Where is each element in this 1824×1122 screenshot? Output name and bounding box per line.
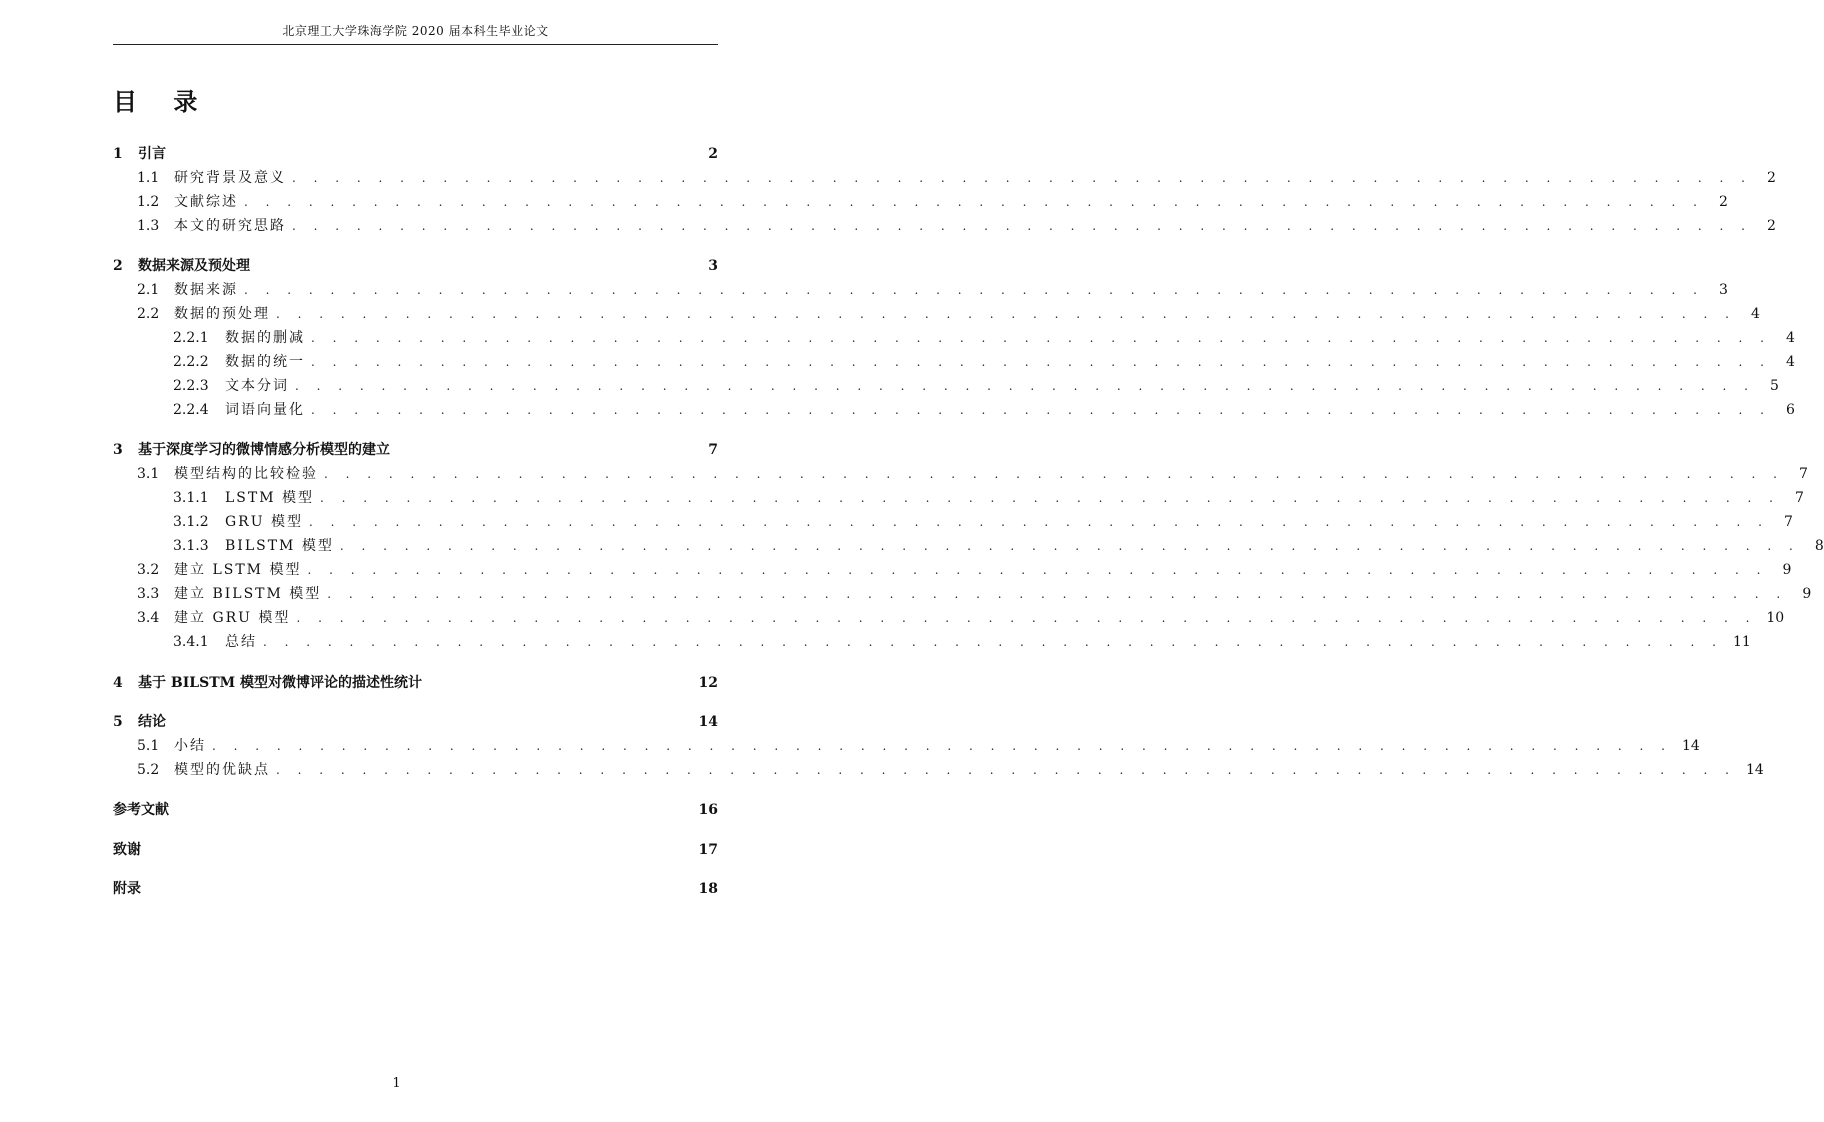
toc-entry-subsection-3-1-3[interactable]: [113, 535, 1824, 555]
toc-entry-page: 5: [1770, 378, 1779, 394]
toc-entry-title: BILSTM 模型: [225, 538, 334, 554]
toc-entry-number: 5: [113, 714, 123, 730]
toc-entry-page: 10: [1766, 610, 1785, 626]
toc-entry-page: 2: [1767, 170, 1776, 186]
toc-entry-chapter-1[interactable]: [113, 143, 718, 163]
toc-entry-page: 14: [1681, 738, 1700, 754]
toc-entry-page: 9: [1802, 586, 1812, 602]
toc-entry-subsection-2-2-2[interactable]: [113, 351, 1795, 371]
toc-entry-title: 总结: [225, 634, 257, 650]
toc-entry-subsection-2-2-4[interactable]: [113, 399, 1795, 419]
toc-entry-number: 3.2: [137, 562, 160, 578]
toc-entry-number: 3.4.1: [173, 634, 209, 650]
dot-leader: . . . . . . . . . . . . . . . . . . . . . . . . . . . . . . . . . . . . . . . . . . . . . . . . . . . . . . . . . . . . . . . . . . . .: [311, 403, 1771, 417]
toc-entry-number: 2: [113, 258, 123, 274]
toc-entry-title: 本文的研究思路: [174, 218, 286, 234]
toc-entry-page: 2: [708, 146, 718, 162]
toc-entry-number: 2.2.4: [173, 402, 209, 418]
toc-entry-title: 附录: [113, 881, 141, 897]
dot-leader: . . . . . . . . . . . . . . . . . . . . . . . . . . . . . . . . . . . . . . . . . . . . . . . . . . . . . . . . . . . . . . . . . . . .: [263, 635, 1723, 649]
toc-entry-title: 研究背景及意义: [174, 170, 286, 186]
toc-entry-title: LSTM 模型: [225, 490, 315, 506]
toc-entry-page: 4: [1786, 354, 1795, 370]
toc-entry-number: 5.1: [137, 738, 160, 754]
toc-entry-number: 3.1: [137, 466, 160, 482]
toc-entry-number: 3.3: [137, 586, 160, 602]
running-header: 北京理工大学珠海学院 2020 届本科生毕业论文: [282, 24, 549, 38]
toc-entry-title: 模型结构的比较检验: [174, 466, 318, 482]
toc-entry-chapter-2[interactable]: [113, 255, 718, 275]
toc-entry-title: 模型的优缺点: [174, 762, 270, 778]
toc-entry-page: 2: [1767, 218, 1776, 234]
toc-entry-number: 1: [113, 146, 123, 162]
toc-entry-number: 2.2.2: [173, 354, 209, 370]
toc-entry-subsection-2-2-1[interactable]: [113, 327, 1795, 347]
toc-entry-title: 基于深度学习的微博情感分析模型的建立: [138, 442, 390, 458]
toc-entry-number: 1.2: [137, 194, 160, 210]
dot-leader: . . . . . . . . . . . . . . . . . . . . . . . . . . . . . . . . . . . . . . . . . . . . . . . . . . . . . . . . . . . . . . . . . . . .: [296, 611, 1757, 625]
dot-leader: . . . . . . . . . . . . . . . . . . . . . . . . . . . . . . . . . . . . . . . . . . . . . . . . . . . . . . . . . . . . . . . . . . . .: [244, 283, 1704, 297]
toc-entry-title: GRU 模型: [225, 514, 303, 530]
dot-leader: . . . . . . . . . . . . . . . . . . . . . . . . . . . . . . . . . . . . . . . . . . . . . . . . . . . . . . . . . . . . . . . . . . . .: [276, 307, 1736, 321]
toc-entry-title: 建立 BILSTM 模型: [174, 586, 322, 602]
toc-entry-title: 小结: [174, 738, 206, 754]
toc-entry-page: 9: [1782, 562, 1792, 578]
toc-entry-number: 4: [113, 675, 123, 691]
toc-entry-subsection-3-4-1[interactable]: [113, 631, 1751, 651]
toc-entry-appendix[interactable]: [113, 878, 718, 898]
toc-entry-title: 结论: [138, 714, 166, 730]
toc-entry-number: 1.3: [137, 218, 160, 234]
toc-entry-title: 数据的预处理: [174, 306, 270, 322]
toc-entry-subsection-2-2-3[interactable]: [113, 375, 1779, 395]
toc-entry-number: 3.1.3: [173, 538, 209, 554]
toc-entry-title: 引言: [138, 146, 166, 162]
toc-entry-page: 7: [1795, 490, 1804, 506]
toc-entry-section-2-1[interactable]: [113, 279, 1728, 299]
toc-entry-title: 建立 LSTM 模型: [174, 562, 302, 578]
toc-entry-page: 17: [698, 842, 718, 858]
dot-leader: . . . . . . . . . . . . . . . . . . . . . . . . . . . . . . . . . . . . . . . . . . . . . . . . . . . . . . . . . . . . . . . . . . . .: [307, 563, 1768, 577]
dot-leader: . . . . . . . . . . . . . . . . . . . . . . . . . . . . . . . . . . . . . . . . . . . . . . . . . . . . . . . . . . . . . . . . . . . .: [339, 539, 1800, 553]
toc-entry-chapter-5[interactable]: [113, 711, 718, 731]
toc-entry-number: 3.1.2: [173, 514, 209, 530]
toc-entry-page: 8: [1814, 538, 1824, 554]
toc-entry-page: 4: [1751, 306, 1760, 322]
toc-entry-title: 基于 BILSTM 模型对微博评论的描述性统计: [138, 675, 422, 691]
toc-entry-section-3-2[interactable]: [113, 559, 1792, 579]
toc-entry-section-5-1[interactable]: [113, 735, 1700, 755]
toc-entry-page: 7: [708, 442, 718, 458]
dot-leader: . . . . . . . . . . . . . . . . . . . . . . . . . . . . . . . . . . . . . . . . . . . . . . . . . . . . . . . . . . . . . . . . . . . .: [320, 491, 1780, 505]
dot-leader: . . . . . . . . . . . . . . . . . . . . . . . . . . . . . . . . . . . . . . . . . . . . . . . . . . . . . . . . . . . . . . . . . . . .: [327, 587, 1788, 601]
toc-entry-page: 16: [698, 802, 718, 818]
toc-entry-references[interactable]: [113, 799, 718, 819]
toc-entry-page: 14: [1745, 762, 1764, 778]
dot-leader: . . . . . . . . . . . . . . . . . . . . . . . . . . . . . . . . . . . . . . . . . . . . . . . . . . . . . . . . . . . . . . . . . . . .: [311, 355, 1771, 369]
toc-entry-title: 建立 GRU 模型: [174, 610, 291, 626]
dot-leader: . . . . . . . . . . . . . . . . . . . . . . . . . . . . . . . . . . . . . . . . . . . . . . . . . . . . . . . . . . . . . . . . . . . .: [244, 195, 1704, 209]
toc-entry-title: 参考文献: [113, 802, 169, 818]
toc-entry-number: 5.2: [137, 762, 160, 778]
toc-entry-page: 18: [698, 881, 718, 897]
toc-entry-title: 数据来源: [174, 282, 238, 298]
toc-entry-title: 文献综述: [174, 194, 238, 210]
page-number: 1: [392, 1076, 401, 1091]
toc-title: 目 录: [113, 87, 212, 116]
toc-entry-section-3-3[interactable]: [113, 583, 1812, 603]
toc-entry-subsection-3-1-1[interactable]: [113, 487, 1804, 507]
dot-leader: . . . . . . . . . . . . . . . . . . . . . . . . . . . . . . . . . . . . . . . . . . . . . . . . . . . . . . . . . . . . . . . . . . . .: [276, 763, 1736, 777]
dot-leader: . . . . . . . . . . . . . . . . . . . . . . . . . . . . . . . . . . . . . . . . . . . . . . . . . . . . . . . . . . . . . . . . . . . .: [311, 331, 1771, 345]
toc-entry-chapter-4[interactable]: [113, 672, 718, 692]
toc-entry-number: 3.1.1: [173, 490, 209, 506]
toc-entry-page: 14: [698, 714, 718, 730]
toc-entry-title: 数据来源及预处理: [138, 258, 250, 274]
toc-entry-page: 6: [1786, 402, 1795, 418]
toc-entry-section-5-2[interactable]: [113, 759, 1764, 779]
toc-entry-subsection-3-1-2[interactable]: [113, 511, 1793, 531]
dot-leader: . . . . . . . . . . . . . . . . . . . . . . . . . . . . . . . . . . . . . . . . . . . . . . . . . . . . . . . . . . . . . . . . . . . .: [212, 739, 1672, 753]
toc-entry-title: 数据的统一: [225, 354, 305, 370]
toc-entry-page: 7: [1784, 514, 1793, 530]
toc-entry-number: 1.1: [137, 170, 160, 186]
toc-entry-section-3-1[interactable]: [113, 463, 1808, 483]
toc-entry-number: 3.4: [137, 610, 160, 626]
toc-entry-section-3-4[interactable]: [113, 607, 1785, 627]
toc-entry-number: 2.2.1: [173, 330, 209, 346]
toc-entry-page: 4: [1786, 330, 1795, 346]
header-rule: [113, 44, 718, 45]
toc-entry-page: 3: [1719, 282, 1728, 298]
toc-entry-number: 2.1: [137, 282, 160, 298]
toc-entry-page: 3: [708, 258, 718, 274]
toc-entry-title: 致谢: [113, 842, 141, 858]
toc-entry-page: 2: [1719, 194, 1728, 210]
toc-entry-acknowledgements[interactable]: [113, 839, 718, 859]
toc-entry-title: 文本分词: [225, 378, 289, 394]
dot-leader: . . . . . . . . . . . . . . . . . . . . . . . . . . . . . . . . . . . . . . . . . . . . . . . . . . . . . . . . . . . . . . . . . . . .: [292, 219, 1752, 233]
toc-entry-title: 词语向量化: [225, 402, 305, 418]
toc-entry-section-1-2[interactable]: [113, 191, 1728, 211]
dot-leader: . . . . . . . . . . . . . . . . . . . . . . . . . . . . . . . . . . . . . . . . . . . . . . . . . . . . . . . . . . . . . . . . . . . .: [295, 379, 1755, 393]
dot-leader: . . . . . . . . . . . . . . . . . . . . . . . . . . . . . . . . . . . . . . . . . . . . . . . . . . . . . . . . . . . . . . . . . . . .: [292, 171, 1752, 185]
toc-entry-number: 2.2.3: [173, 378, 209, 394]
dot-leader: . . . . . . . . . . . . . . . . . . . . . . . . . . . . . . . . . . . . . . . . . . . . . . . . . . . . . . . . . . . . . . . . . . . .: [308, 515, 1769, 529]
toc-entry-section-1-3[interactable]: [113, 215, 1776, 235]
toc-entry-chapter-3[interactable]: [113, 439, 718, 459]
toc-entry-page: 11: [1732, 634, 1751, 650]
toc-entry-number: 3: [113, 442, 123, 458]
toc-entry-title: 数据的删减: [225, 330, 305, 346]
toc-entry-page: 12: [698, 675, 718, 691]
toc-entry-number: 2.2: [137, 306, 160, 322]
dot-leader: . . . . . . . . . . . . . . . . . . . . . . . . . . . . . . . . . . . . . . . . . . . . . . . . . . . . . . . . . . . . . . . . . . . .: [324, 467, 1784, 481]
toc-entry-page: 7: [1799, 466, 1808, 482]
toc-entry-section-1-1[interactable]: [113, 167, 1776, 187]
toc-entry-section-2-2[interactable]: [113, 303, 1760, 323]
